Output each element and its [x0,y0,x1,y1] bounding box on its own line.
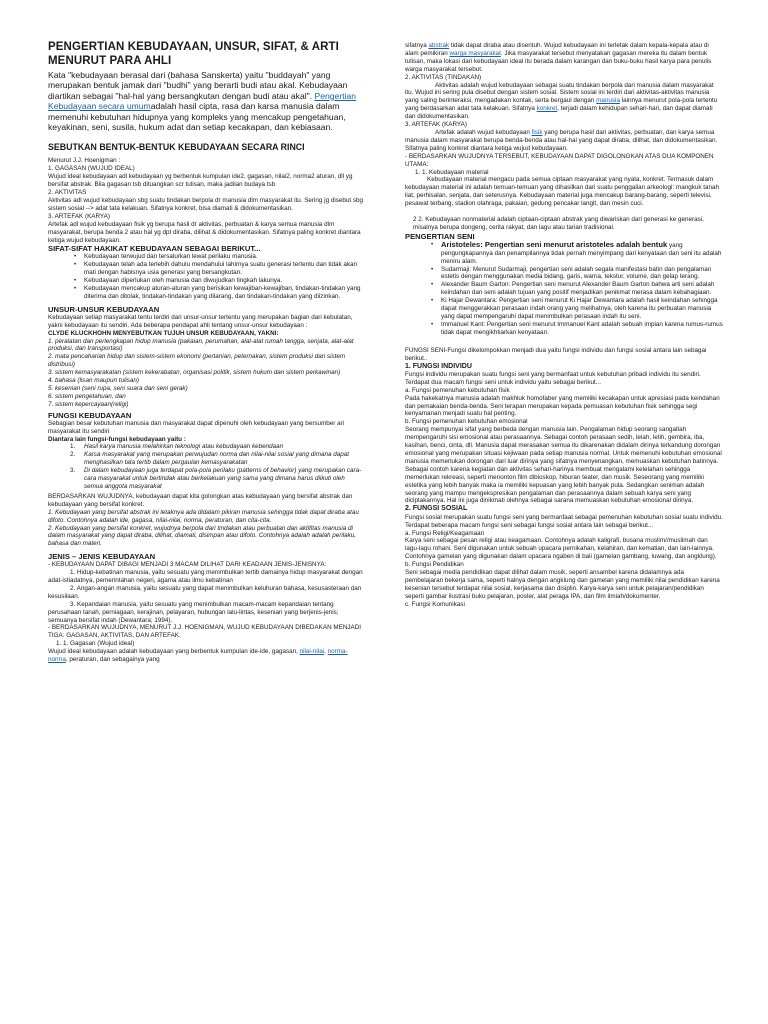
seni-item-text: Immanuel Kant: Pengertian seni menurut Immanuel Kant adalah sebuah impian karena rumus-rumus tidak dapat mengikhtiarkan kenyataan. [441,320,723,336]
aktivitas-pre: Aktivitas adalah wujud kebudayaan sebagai suatu tindakan berpola dari manusia dalam masyarakat itu. Wujud ini sering pula disebut dengan sistem sosial. Sistem sosial ini terdiri dari aktivitas-aktivitas manusia yang saling berinteraksi, mengadakan kontak, serta bergaul dengan [405,81,714,105]
kluckhohn-item: 7. sistem kepercayaan(religi) [48,400,129,408]
heading-jenis: JENIS – JENIS KEBUDAYAAN [48,552,156,562]
fungsi-intro [48,420,364,444]
fungsi-seni-line: Seni sebagai media pendidikan dapat dilihat dalam musik, seperti ansambel karena didalamnya ada pembelajaran bekerja sama, seperti halnya dengan angklung dan gamelan yang memiliki nilai pendidikan karena kesenian tersebut terdapat nilai sosial, kerjasama dan disiplin. Karya-karya seni untuk pelajaran/pendidikan seperti gambar ilustrasi buku pelajaran, poster, alat peraga IPA, dan film ilmiah/dokumenter. [405,569,720,600]
seni-list [405,241,723,337]
artefak-pre: Artefak adalah wujud kebudayaan [435,128,530,136]
link-konkret[interactable]: konkret [536,105,558,113]
p1-post: . Jika masyarakat tersebut menyatakan gagasan mereka itu dalam bentuk tulisan, maka lokasi dari kebudayaan ideal itu berada dalam karangan dan buku-buku hasil karya para penulis warga masyarakat tersebut. [405,49,712,73]
fungsi-seni-line: c. Fungsi Komunikasi [405,600,465,608]
heading-seni: PENGERTIAN SENI [405,231,475,241]
kluckhohn-list [48,338,364,409]
right-column [405,42,723,609]
heading-sifat: SIFAT-SIFAT HAKIKAT KEBUDAYAAN SEBAGAI BERIKUT... [48,244,261,254]
jenis-list [48,569,364,624]
p1-mid: tidak dapat diraba atau disentuh. Wujud kebudayaan ini terletak dalam kepala-kepala atau di alam pemikiran [405,42,709,57]
seni-item [441,281,723,297]
wujud-item: 2. Kebudayaan yang bersifat konkret, wujudnya berpola dari tindakan atau perbuatan dan aktifitas manusia di dalam masyarakat yang dapat diraba, dilihat, diamati, disimpan atau difoto. Contohnya adalah adalah perilaku, bahasa dan materi. [48,524,357,548]
fungsi-seni-section [405,347,723,609]
jenis-item: 1. Hidup-kebatinan manusia, yaitu sesuatu yang menimbulkan tertib damainya hidup masyarakat dengan adat-istiadatnya, pemerintahan negeri, agama atau ilmu kebatinan [48,569,363,585]
wujud-item: 1. Kebudayaan yang bersifat abstrak ini letaknya ada didalam pikiran manusia sehingga tidak dapat diraba atau difoto. Contohnya adalah ide, gagasa, nilai-nilai, norma, peraturan, dan cita-cita. [48,508,359,524]
kluckhohn-item: 5. kesenian (seni rupa, seni suara dan seni gerak) [48,385,188,392]
gagasan-title: 1. 1. Gagasan (Wujud ideal) [56,640,135,648]
fungsi-seni-line: FUNGSI SENI-Fungsi dikelompokkan menjadi dua yaitu fungsi individu dan fungsi sosial antara lain sebagai berikut.. [405,346,707,362]
kluckhohn-item: 2. mata pencaharian hidup dan sistem-sistem ekonomi (pertanian, peternakan, sistem produksi dan sistem distribusi) [48,353,346,369]
hoenigman-heading: - BERDASARKAN WUJUDNYA, MENURUT J.J. HOENIGMAN, WUJUD KEBUDAYAAN DIBEDAKAN MENJADI TIGA: GAGASAN, AKTIVITAS, DAN ARTEFAK. [48,624,362,640]
page-title: PENGERTIAN KEBUDAYAAN, UNSUR, SIFAT, & ARTI MENURUT PARA AHLI [48,41,339,67]
intro-paragraph [48,70,364,132]
sifat-item: • Kebudayaan diperlukan oleh manusia dan diwujudkan tingkah lakunya. [84,277,364,285]
heading-unsur: UNSUR-UNSUR KEBUDAYAAN [48,304,160,314]
bentuk-line: Menurut J.J. Hoenigman : [48,157,121,165]
kluckhohn-heading: CLYDE KLUCKHOHN MENYEBUTKAN TUJUH UNSUR KEBUDAYAAN, YAKNI: [48,329,279,337]
aktivitas-text [405,82,723,122]
aktivitas-post2: , terjadi dalam kehidupan sehari-hari, dan dapat diamati dan didokumentasikan. [405,105,713,121]
bentuk-line: Aktivitas adl wujud kebudayaan sbg suatu tindakan berpola dr manusia dlm masyarakat itu. Sering jg disebut sbg sistem sosial --> adat tata kelakuan. Sifatnya konkret, bisa diamati & didokumentasikan. [48,196,364,212]
jenis-heading: - KEBUDAYAAN DAPAT DIBAGI MENJADI 3 MACAM DILIHAT DARI KEADAAN JENIS-JENISNYA: [48,561,327,569]
sifat-item: • Kebudayaan telah ada terlebih dahulu mendahului lahirnya suatu generasi tertentu dan tidak akan mati dengan habisnya usia generasi yang bersangkutan. [84,261,364,277]
seni-item-bold: Aristoteles: Pengertian seni menurut aristoteles adalah bentuk [441,239,668,249]
bentuk-line: 3. ARTEFAK (KARYA) [48,212,110,220]
left-column [48,40,364,664]
link-nilai-nilai[interactable]: nilai-nilai [299,648,325,656]
link-warga-masyarakat[interactable]: warga masyarakat [449,49,501,57]
fungsi-item-number: 1. [70,443,76,451]
heading-fungsi: FUNGSI KEBUDAYAAN [48,410,132,420]
link-norma-norma[interactable]: norma-norma [48,648,348,664]
fungsi-seni-line: Fungsi sosial merupakan suatu fungsi seni yang bermanfaat sebagai pemenuhan kebutuhan sosial suatu individu. Terdapat beberapa macam fungsi seni sebagai fungsi sosial antara lain sebagai berikut... [405,513,723,529]
fungsi-seni-line: Karya seni sebagai pesan religi atau keagamaan. Contohnya adalah kaligrafi, busana muslim//muslimah dan lagu-lagu rohani. Seni digunakan untuk sebuah upacara pernikahan, kelahiran, dan kematian, dan lain-lainnya. Contohnya gamelan yang digunakan dalam upacara ngaben di bali (gamelan gambang, luwang, dan angklung). [405,537,717,561]
fungsi-item [70,467,364,491]
kluckhohn-item: 6. sistem pengetahuan, dan [48,392,126,400]
fungsi-seni-heading: 2. FUNGSI SOSIAL [405,505,468,513]
sifat-item: • Kebudayaan mencakup aturan-aturan yang berisikan kewajiban-kewajiban, tindakan-tindakan yang diterima dan ditolak, tindakan-tindakan yang dilarang, dan tindakan-tindakan yang diizinkan. [84,285,364,301]
seni-item [441,297,723,321]
fungsi-intro-line: Sebagian besar kebutuhan manusia dan masyarakat dapat dipenuhi oleh kebudayaan yang bersumber ari masyarakat itu sendiri [48,419,345,435]
intro-text-1: Kata "kebudayaan berasal dari (bahasa Sanskerta) yaitu "buddayah" yang merupakan bentuk jamak dari "budhi" yang berarti budi atau akal. Kebudayaan diartikan sebagai "hal-hal yang bersangkutan dengan budi atau akal". [48,70,348,101]
bentuk-section [48,157,364,244]
material-text: Kebudayaan material mengacu pada semua ciptaan masyarakat yang nyata, konkret. Termasuk dalam kebudayaan material ini adalah temuan-temuan yang dihasilkan dari suatu penggalian arkeologi: mangkuk tanah liat, perhisalan, senjata, dan seterusnya. Kebudayaan material juga mencakup barang-barang, seperti televisi, pesawat terbang, stadion olahraga, pakaian, gedung pencakar langit, dan mesin cuci. [405,176,720,208]
fungsi-seni-line: b. Fungsi Pendidikan [405,561,464,569]
fungsi-seni-heading: 1. FUNGSI INDIVIDU [405,362,472,370]
fungsi-seni-line: b. Fungsi pemenuhan kebutuhan emosional [405,418,528,426]
fungsi-seni-line: Fungsi individu merupakan suatu fungsi seni yang bermanfaat untuk kebutuhan pribadi individu itu sendiri. Terdapat dua macam fungsi seni untuk individu yaitu sebagai berikut... [405,370,701,386]
fungsi-item-number: 2. [70,451,76,459]
seni-item-text: Alexander Baum Garton: Pengertian seni menurut Alexander Baum Garton bahwa arti seni adalah keindahan dan seni adalah tujuan yang positif menjadikan penikmat merasa dalam kebahagiaan. [441,281,715,297]
unsur-text: Kebudayaan setiap masyarakat tentu terdiri dari unsur-unsur tertentu yang merupakan bagian dari kebulatan, yakni kebudayaan itu sendiri. Ada beberapa pendapat ahli tentang unsur-unsur kebudayaan : [48,313,353,329]
jenis-item: 3. Kepandaian manusia, yaitu sesuatu yang menimbulkan macam-macam kepandaian tentang perusahaan tanah, perniagaan, kerajinan, pelayaran, hubungan lalu-lintas, kesenian yang berjenis-jenis; semuanya bersifat indah (Dewantara; 1994). [48,600,339,624]
gagasan-text-2: , peraturan, dan sebagainya yang [65,656,160,664]
wujud-heading: BERDASARKAN WUJUDNYA, kebudayaan dapat kita golongkan atas kebudayaan yang bersifat abstrak dan kebudayaan yang bersifat konkret. [48,492,353,508]
fungsi-intro-line: Diantara lain fungsi-fungsi kebudayaan yaitu : [48,435,186,443]
gagasan-text-1: Wujud ideal kebudayaan adalah kebudayaan yang berbentuk kumpulan ide-ide, gagasan, [48,648,298,656]
gagasan-text: Wujud ideal kebudayaan adalah kebudayaan yang berbentuk kumpulan ide-ide, gagasan, nilai-nilai, norma-norma, peraturan, dan sebagainya yang [48,648,348,664]
seni-item-text: yang pengungkapannya dan penampilannya tidak pernah menyimpang dari kenyataan dan seni itu adalah meniru alam. [441,241,722,265]
seni-item-text: Sudarmaji: Menurut Sudarmaji, pengertian seni adalah segala manifestasi batin dan pengalaman estetis dengan menggunakan media bidang, garis, warna, tekstur, volume, dan gelap terang. [441,265,712,281]
link-abstrak[interactable]: abstrak [428,42,450,49]
bentuk-line: Artefak adl wujud kebudayaan fisik yg berupa hasil dr aktivitas, perbuatan & karya semua manusia dlm masyarakat, berupa benda 2 atau hal yg dpt diraba, dilihat & didokumentasikan. Sifatnya paling konkret diantara ketiga wujud kebudayaan. [48,220,361,244]
seni-item [441,266,723,282]
sifat-item: • Kebudayaan terwujud dan tersalurkan lewat perilaku manusia. [84,253,364,261]
fungsi-item [70,451,364,467]
aktivitas-post: lainnya menurut pola-pola tertentu yang berdasarkan adat tata kelakuan. Sifatnya [405,97,718,113]
artefak-text [405,129,723,153]
fungsi-seni-line: Pada hakekatnya manusia adalah makhluk homofaber yang memiliki kecakapan untuk apresiasi pada keindahan dan pemakaian benda-benda. Seni terapan merupakan kepada pemuasan kebutuhan fisik sehingga segi kenyamanan menjadi suatu hal penting. [405,394,720,418]
heading-bentuk: SEBUTKAN BENTUK-BENTUK KEBUDAYAAN SECARA RINCI [48,142,305,153]
link-manusia[interactable]: manusia [596,97,620,105]
fungsi-item-number: 3. [70,467,76,475]
fungsi-item-text: Karsa masyarakat yang merupakan perwujudan norma dan nilai-nilai sosial yang dimana dapat menghasilkan tata tertib dalam pergaulan kemasyarakatan [84,451,349,467]
seni-item [441,241,723,266]
gagasan-continuation [405,42,723,74]
kluckhohn-item: 3. sistem kemasyarakatan (sistem kekerabatan, organisasi politik, sistem hukum dan sistem perkawinan) [48,369,341,377]
fungsi-seni-line: a. Fungsi Religi/Keagamaan [405,529,485,537]
dua-komponen-heading: - BERDASARKAN WUJUDNYA TERSEBUT, KEBUDAYAAN DAPAT DIGOLONGKAN ATAS DUA KOMPONEN UTAMA: [405,152,714,168]
fungsi-item-text: Hasil karya manusia melahirkan teknologi atau kebudayaan kebendaan [84,443,284,451]
seni-item-text: Ki Hajar Dewantara: Pengertian seni menurut Ki Hajar Dewantara adalah hasil keindahan sehingga dapat menggerakkan perasaan indah orang yang melihatnya, oleh karena itu perbuatan manusia yang dapat mempengaruhi dapat menimbulkan perasaan indah itu seni. [441,297,718,320]
fungsi-item [70,443,364,451]
intro-text-2: adalah hasil cipta, rasa dan karsa manusia dalam memenuhi kebutuhan hidupnya yang kompleks yang mencakup pengetahuan, keyakinan, seni, susila, hukum adat dan setiap kecakapan, dan kebiasaan. [48,101,346,133]
kluckhohn-item: 1. peralatan dan perlengkapan hidup manusia (pakaian, perumahan, alat-alat rumah tangga, senjata, alat-alat produksi, dan transportasi) [48,337,354,353]
aktivitas-title: 2. AKTIVITAS (TINDAKAN) [405,73,482,81]
material-title: 1. 1. Kebudayaan material [415,168,489,176]
bentuk-line: 1. GAGASAN (WUJUD IDEAL) [48,165,135,173]
fungsi-seni-line: a. Fungsi pemenuhan kebutuhan fisik [405,386,510,394]
fungsi-list [48,443,364,490]
sifat-list [48,253,364,300]
nonmaterial-text: 2 2. Kebudayaan nonmaterial adalah ciptaan-ciptaan abstrak yang diwariskan dari generasi ke generasi, misalnya berupa dongeng, cerita rakyat, dan lagu atau tarian tradisional. [413,216,704,231]
artefak-title: 3. ARTEFAK (KARYA) [405,121,467,129]
bentuk-line: Wujud ideal kebudayaan adl kebudayaan yg berbentuk kumpulan ide2, gagasan, nilai2, norma2 aturan, dll yg bersifat abstrak. Bila gagasan tsb dituangkan scr tulisan, maka jadilan budaya tsb [48,173,353,189]
link-pengertian-kebudayaan[interactable]: Pengertian Kebudayaan secara umum [48,90,357,112]
link-fisik[interactable]: fisik [531,128,543,136]
artefak-post: yang berupa hasil dari aktivitas, perbuatan, dan karya semua manusia dalam masyarakat berupa benda-benda atau hal-hal yang dapat diraba, dilihat, dan didokumentasikan. Sifatnya paling konkret diantara ketiga wujud kebudayaan. [405,128,718,152]
wujud-list [48,509,364,549]
p1-pre: sifatnya [405,42,427,49]
seni-item [441,321,723,337]
bentuk-line: 2. AKTIVITAS [48,189,87,197]
fungsi-seni-line: Seorang mempunyai sifat yang berbeda dengan manusia lain. Pengalaman hidup seorang sangatlah mempengaruhi sisi emosional atau perasaannya. Sebagai contoh perasaan sedih, lelah, letih, gembira, iba, kasihan, benci, cinta, dll. Manusia dapat merasakan semua itu dikarenakan didalam dirinya terkandung dorongan emosional yang merupakan situasi kejiwaan pada setiap manusia normal. Untuk memenuhi kebutuhan emosional manusia memerlukan dorongan dari luar dirinya yang sifatnya menyenangkan, memuaskan kebutuhan batinnya. Sebagai contoh karena kegiatan dan aktivitas sehari-harinya membuat mengalami kelelahan sehingga memerlukan rekreasi, seperti menonton film dibioskop, hiburan teater, dan musik. Seseorang yang memiliki estetika yang lebih banyak maka ia memiliki kepuasan yang lebih banyak pula. Sedangkan seniman adalah seorang yang mampu mengekspresikan pengalaman dan perasaannya dalam sebuah karya seni yang diciptakannya. Hal ini juga dinikmati olehnya sebagai sarana memuaskan kebutuhan emosional dirinya. [405,426,722,505]
fungsi-item-text: Di dalam kebudayaan juga terdapat pola-pola perilaku (patterns of behavior) yang merupakan cara-cara masyarakat untuk bertindak atau berkelakuan yang sama yang dimana harus diikuti oleh semua anggota masyarakat [84,467,362,490]
kluckhohn-item: 4. bahasa (lisan maupun tulisan) [48,377,140,385]
jenis-item: 2. Angan-angan manusia, yaitu sesuatu yang dapat menimbulkan keluhuran bahasa, kesusasteraan dan kesusilaan. [48,584,362,600]
